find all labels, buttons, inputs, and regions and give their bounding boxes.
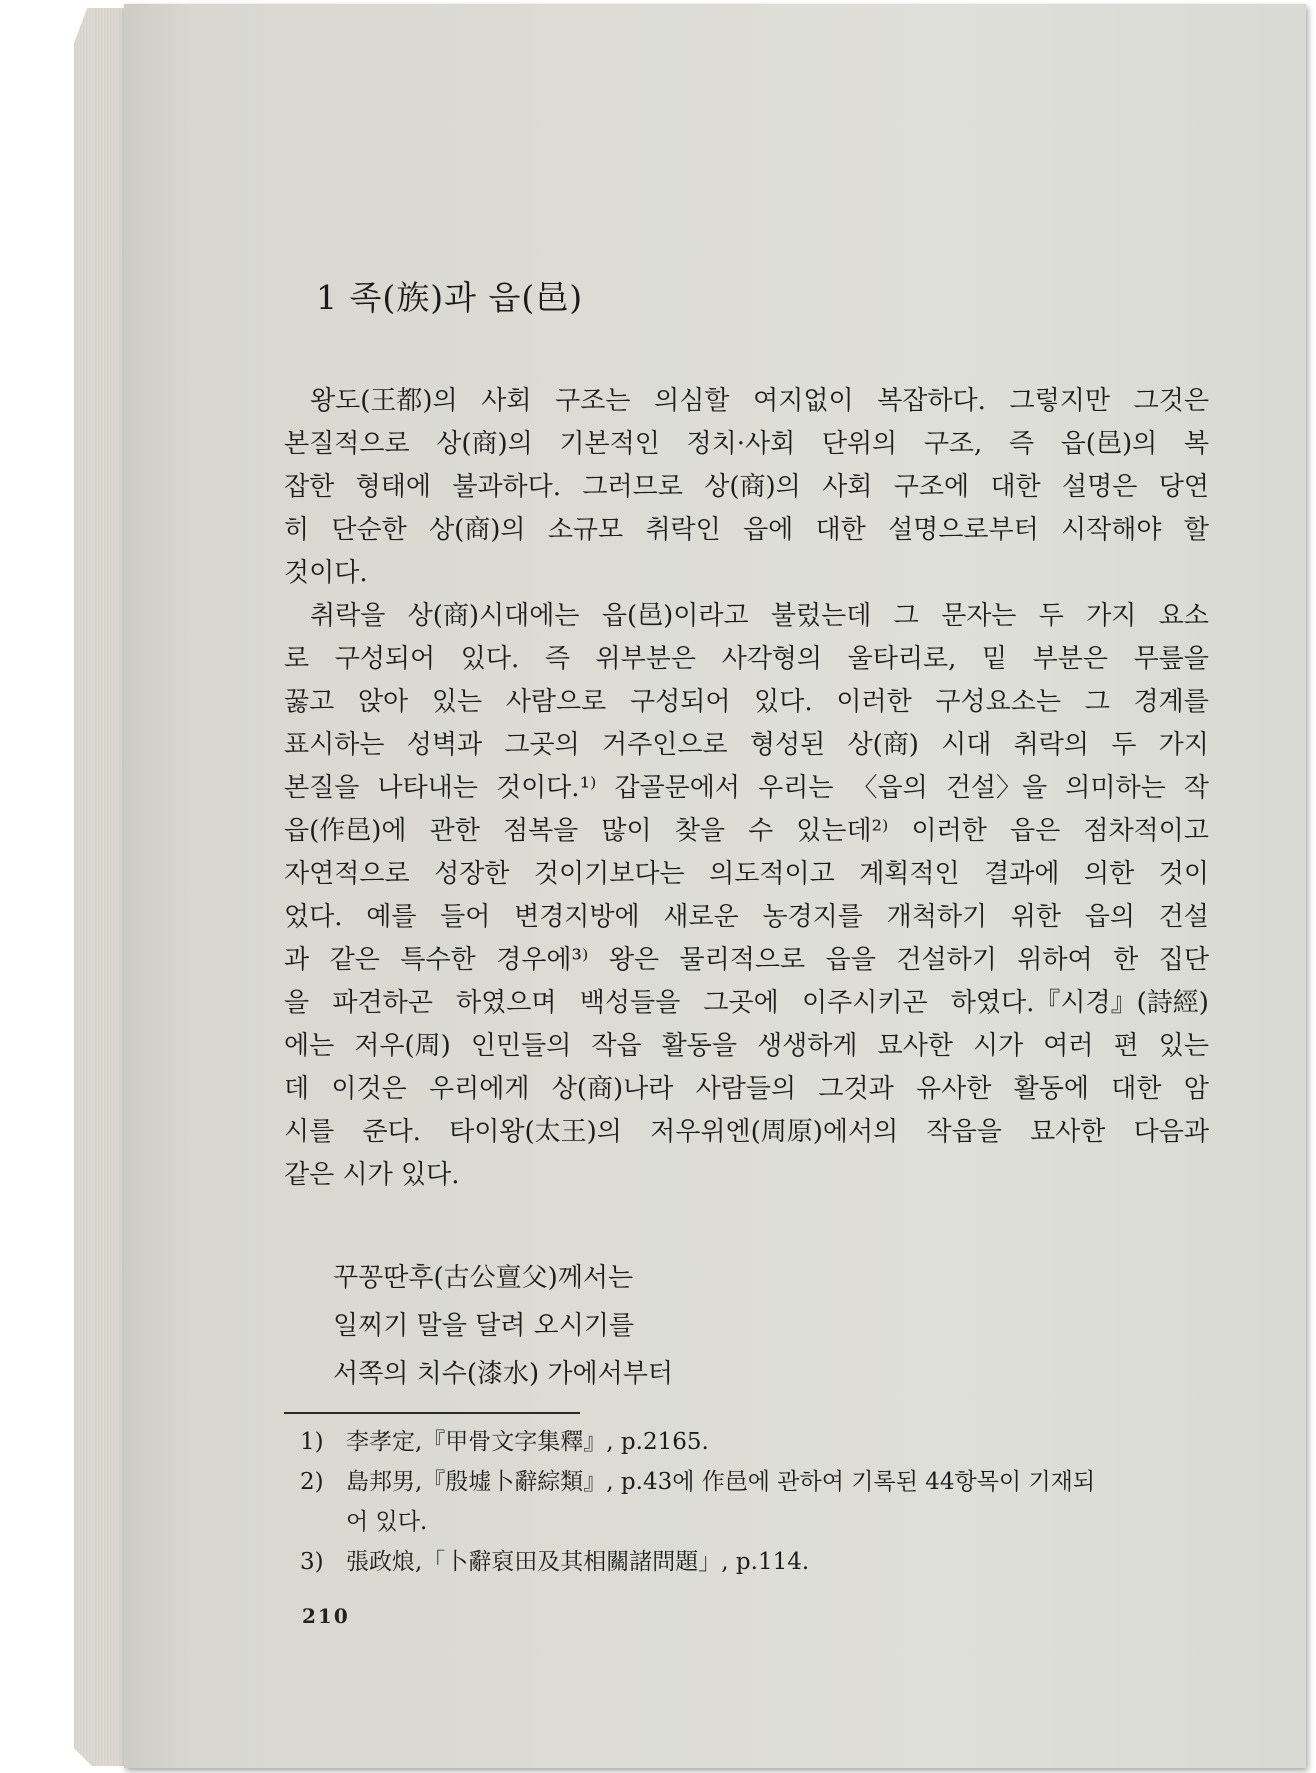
footnote-text: 張政烺,「卜辭裒田及其相關諸問題」, p.114. <box>346 1549 810 1575</box>
paragraph-2 <box>284 595 1209 1197</box>
text-line: 었다. 예를 들어 변경지방에 새로운 농경지를 개척하기 위한 읍의 건설 <box>284 902 1209 932</box>
poem-line: 서쪽의 치수(漆水) 가에서부터 <box>333 1359 673 1389</box>
text-line: 왕도(王都)의 사회 구조는 의심할 여지없이 복잡하다. 그렇지만 그것은 <box>310 386 1209 416</box>
footnote-continuation: 어 있다. <box>346 1509 428 1535</box>
footnote-number: 3) <box>300 1549 324 1575</box>
text-line: 꿇고 앉아 있는 사람으로 구성되어 있다. 이러한 구성요소는 그 경계를 <box>284 687 1209 717</box>
footnote <box>300 1542 1095 1582</box>
text-line: 과 같은 특수한 경우에³⁾ 왕은 물리적으로 읍을 건설하기 위하여 한 집단 <box>284 945 1209 975</box>
poem-line: 일찌기 말을 달려 오시기를 <box>333 1311 635 1341</box>
text-line: 표시하는 성벽과 그곳의 거주인으로 형성된 상(商) 시대 취락의 두 가지 <box>284 730 1209 760</box>
footnote-number: 1) <box>300 1429 324 1455</box>
section-heading: 1 족(族)과 읍(邑) <box>316 278 584 317</box>
text-line: 읍(作邑)에 관한 점복을 많이 찾을 수 있는데²⁾ 이러한 읍은 점차적이고 <box>284 816 1209 846</box>
text-line: 히 단순한 상(商)의 소규모 취락인 읍에 대한 설명으로부터 시작해야 할 <box>284 515 1209 545</box>
text-line: 잡한 형태에 불과하다. 그러므로 상(商)의 사회 구조에 대한 설명은 당연 <box>284 472 1209 502</box>
text-line: 로 구성되어 있다. 즉 위부분은 사각형의 울타리로, 밑 부분은 무릎을 <box>284 644 1209 674</box>
footnotes <box>300 1422 1095 1582</box>
text-line: 취락을 상(商)시대에는 읍(邑)이라고 불렀는데 그 문자는 두 가지 요소 <box>310 601 1209 631</box>
text-line: 본질을 나타내는 것이다.¹⁾ 갑골문에서 우리는 〈읍의 건설〉을 의미하는 작 <box>284 773 1209 803</box>
footnote-text: 李孝定,『甲骨文字集釋』, p.2165. <box>346 1429 709 1455</box>
text-line: 데 이것은 우리에게 상(商)나라 사람들의 그것과 유사한 활동에 대한 암 <box>284 1074 1209 1104</box>
footnote-number: 2) <box>300 1469 324 1495</box>
footnote <box>300 1462 1095 1502</box>
text-line: 자연적으로 성장한 것이기보다는 의도적이고 계획적인 결과에 의한 것이 <box>284 859 1209 889</box>
text-line: 본질적으로 상(商)의 기본적인 정치·사회 단위의 구조, 즉 읍(邑)의 복 <box>284 429 1209 459</box>
poem-block <box>333 1254 673 1398</box>
paragraph-1 <box>284 380 1209 595</box>
page-number: 210 <box>302 1604 350 1628</box>
footnote-text: 島邦男,『殷墟卜辭綜類』, p.43에 作邑에 관하여 기록된 44항목이 기재되 <box>346 1469 1096 1495</box>
text-line: 같은 시가 있다. <box>284 1160 460 1190</box>
text-line: 을 파견하곤 하였으며 백성들을 그곳에 이주시키곤 하였다.『시경』(詩經) <box>284 988 1209 1018</box>
text-line: 에는 저우(周) 인민들의 작읍 활동을 생생하게 묘사한 시가 여러 편 있는 <box>284 1031 1209 1061</box>
footnote <box>300 1422 1095 1462</box>
footnote-divider <box>284 1412 580 1414</box>
poem-line: 꾸꽁딴후(古公亶父)께서는 <box>333 1263 634 1293</box>
text-line: 시를 준다. 타이왕(太王)의 저우위엔(周原)에서의 작읍을 묘사한 다음과 <box>284 1117 1209 1147</box>
text-line: 것이다. <box>284 558 368 588</box>
